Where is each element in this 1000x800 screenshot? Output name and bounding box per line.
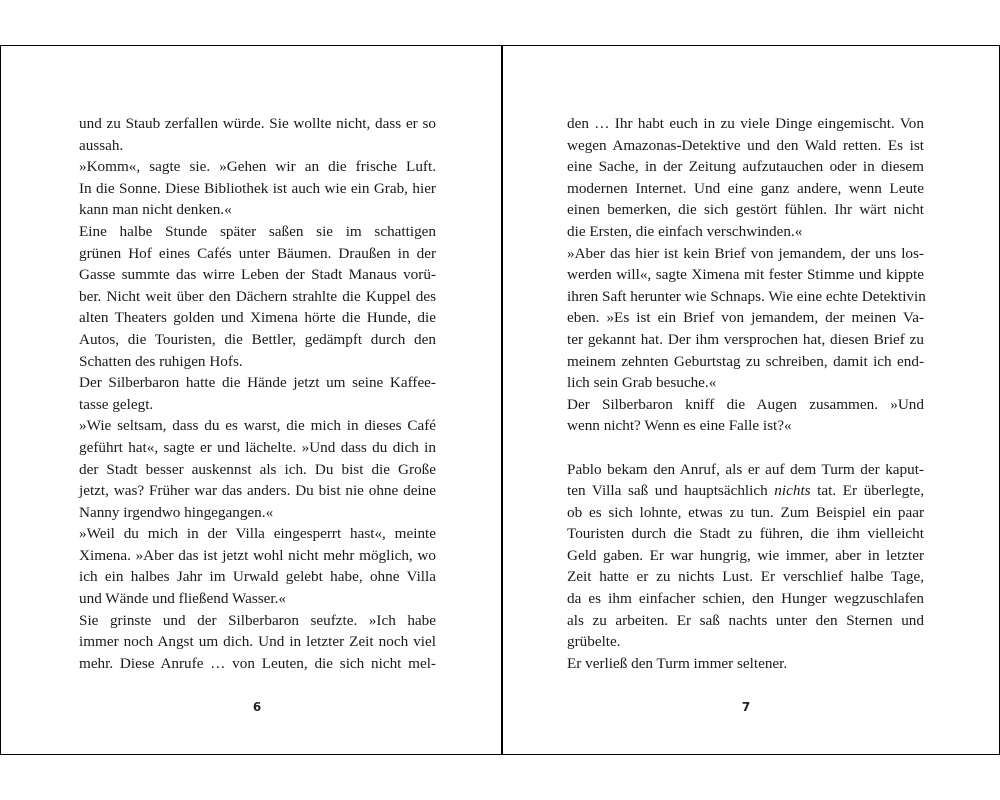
text-line: grübelte. bbox=[567, 633, 621, 651]
text-line: Nanny irgendwo hingegangen.« bbox=[79, 503, 274, 521]
text-line: Schatten des ruhigen Hofs. bbox=[79, 352, 243, 370]
text-line: In die Sonne. Diese Bibliothek ist auch wie ein Grab, hier bbox=[79, 179, 436, 197]
text-line: »Wie seltsam, dass du es warst, die mich in dieses Café bbox=[79, 417, 436, 435]
text-line: Eine halbe Stunde später saßen sie im schattigen bbox=[79, 222, 436, 240]
text-line: geführt hat«, sagte er und lächelte. »Und dass du dich in bbox=[79, 438, 436, 456]
text-line: grünen Hof eines Cafés unter Bäumen. Draußen in der bbox=[79, 244, 436, 262]
text-line: lich sein Grab besuche.« bbox=[567, 374, 717, 392]
text-line: Geld gaben. Er war hungrig, wie immer, aber in letzter bbox=[567, 546, 924, 564]
text-run: tat. Er überlegte, bbox=[810, 482, 925, 500]
text-line: »Aber das hier ist kein Brief von jemandem, der uns los- bbox=[567, 244, 924, 262]
text-line: einen bemerken, die sich gestört fühlen. Ihr wärt nicht bbox=[567, 201, 924, 219]
right-page-number: 7 bbox=[741, 700, 751, 714]
text-line: wegen Amazonas-Detektive und den Wald retten. Es ist bbox=[567, 136, 924, 154]
text-line: der Stadt besser auskennst als ich. Du bist die Große bbox=[79, 460, 436, 478]
text-line: Der Silberbaron hatte die Hände jetzt um seine Kaffee- bbox=[79, 374, 436, 392]
text-line bbox=[567, 480, 924, 502]
text-line: kann man nicht denken.« bbox=[79, 201, 232, 219]
text-line: die Ersten, die einfach verschwinden.« bbox=[567, 222, 803, 240]
text-line: Touristen durch die Stadt zu führen, die ihm vielleicht bbox=[567, 525, 924, 543]
text-line: als zu arbeiten. Er saß nachts unter den Sternen und bbox=[567, 611, 924, 629]
text-line: ter gekannt hat. Der ihm versprochen hat, diesen Brief zu bbox=[567, 330, 924, 348]
left-page-text bbox=[79, 113, 436, 674]
text-line: modernen Internet. Und eine ganz andere, wenn Leute bbox=[567, 179, 924, 197]
text-line: eben. »Es ist ein Brief von jemandem, der meinen Va- bbox=[567, 309, 924, 327]
text-line: Autos, die Touristen, die Bettler, gedämpft durch den bbox=[79, 330, 436, 348]
text-line: Der Silberbaron kniff die Augen zusammen. »Und bbox=[567, 395, 924, 413]
text-line: ihren Saft herunter wie Schnaps. Wie eine echte Detektivin bbox=[567, 287, 926, 305]
text-line: jetzt, was? Früher war das anders. Du bist nie ohne deine bbox=[79, 482, 436, 500]
text-line: Ximena. »Aber das ist jetzt wohl nicht mehr möglich, wo bbox=[79, 546, 436, 564]
text-line: immer noch Angst um dich. Und in letzter Zeit noch viel bbox=[79, 633, 436, 651]
emphasis-text: nichts bbox=[774, 482, 811, 500]
text-line: Pablo bekam den Anruf, als er auf dem Turm der kaput- bbox=[567, 460, 924, 478]
text-line: ber. Nicht weit über den Dächern strahlte die Kuppel des bbox=[79, 287, 436, 305]
text-line: wenn nicht? Wenn es eine Falle ist?« bbox=[567, 417, 792, 435]
text-line bbox=[567, 437, 924, 459]
text-line: Zeit hatte er zu nichts Lust. Er verschlief halbe Tage, bbox=[567, 568, 924, 586]
text-line: Er verließ den Turm immer seltener. bbox=[567, 654, 788, 672]
text-line: den … Ihr habt euch in zu viele Dinge eingemischt. Von bbox=[567, 115, 924, 132]
text-line: »Komm«, sagte sie. »Gehen wir an die frische Luft. bbox=[79, 158, 436, 176]
text-line: ob es sich lohnte, etwas zu tun. Zum Beispiel ein paar bbox=[567, 503, 924, 521]
text-line: Gasse summte das wirre Leben der Stadt Manaus vorü- bbox=[79, 266, 436, 284]
text-run: ten Villa saß und hauptsächlich bbox=[567, 482, 775, 500]
book-spread bbox=[0, 45, 1000, 755]
right-page-text bbox=[567, 113, 924, 674]
text-line: alten Theaters golden und Ximena hörte die Hunde, die bbox=[79, 309, 436, 327]
text-line: Sie grinste und der Silberbaron seufzte. »Ich habe bbox=[79, 611, 436, 629]
text-line: »Weil du mich in der Villa eingesperrt hast«, meinte bbox=[79, 525, 436, 543]
text-line: und Wände und fließend Wasser.« bbox=[79, 590, 286, 608]
text-line: mehr. Diese Anrufe … von Leuten, die sich nicht mel- bbox=[79, 654, 436, 672]
text-line: da es ihm einfacher schien, den Hunger wegzuschlafen bbox=[567, 590, 924, 608]
right-page bbox=[502, 46, 1000, 754]
text-line: werden will«, sagte Ximena mit fester Stimme und kippte bbox=[567, 266, 924, 284]
text-line: ich ein halbes Jahr im Urwald gelebt habe, ohne Villa bbox=[79, 568, 436, 586]
text-line: und zu Staub zerfallen würde. Sie wollte nicht, dass er so bbox=[79, 115, 436, 132]
left-page bbox=[1, 46, 501, 754]
left-page-number: 6 bbox=[252, 700, 262, 714]
text-line: tasse gelegt. bbox=[79, 395, 154, 413]
text-line: eine Sache, in der Zeitung aufzutauchen oder in diesem bbox=[567, 158, 924, 176]
text-line: aussah. bbox=[79, 136, 124, 154]
text-line: meinem zehnten Geburtstag zu schreiben, damit ich end- bbox=[567, 352, 924, 370]
